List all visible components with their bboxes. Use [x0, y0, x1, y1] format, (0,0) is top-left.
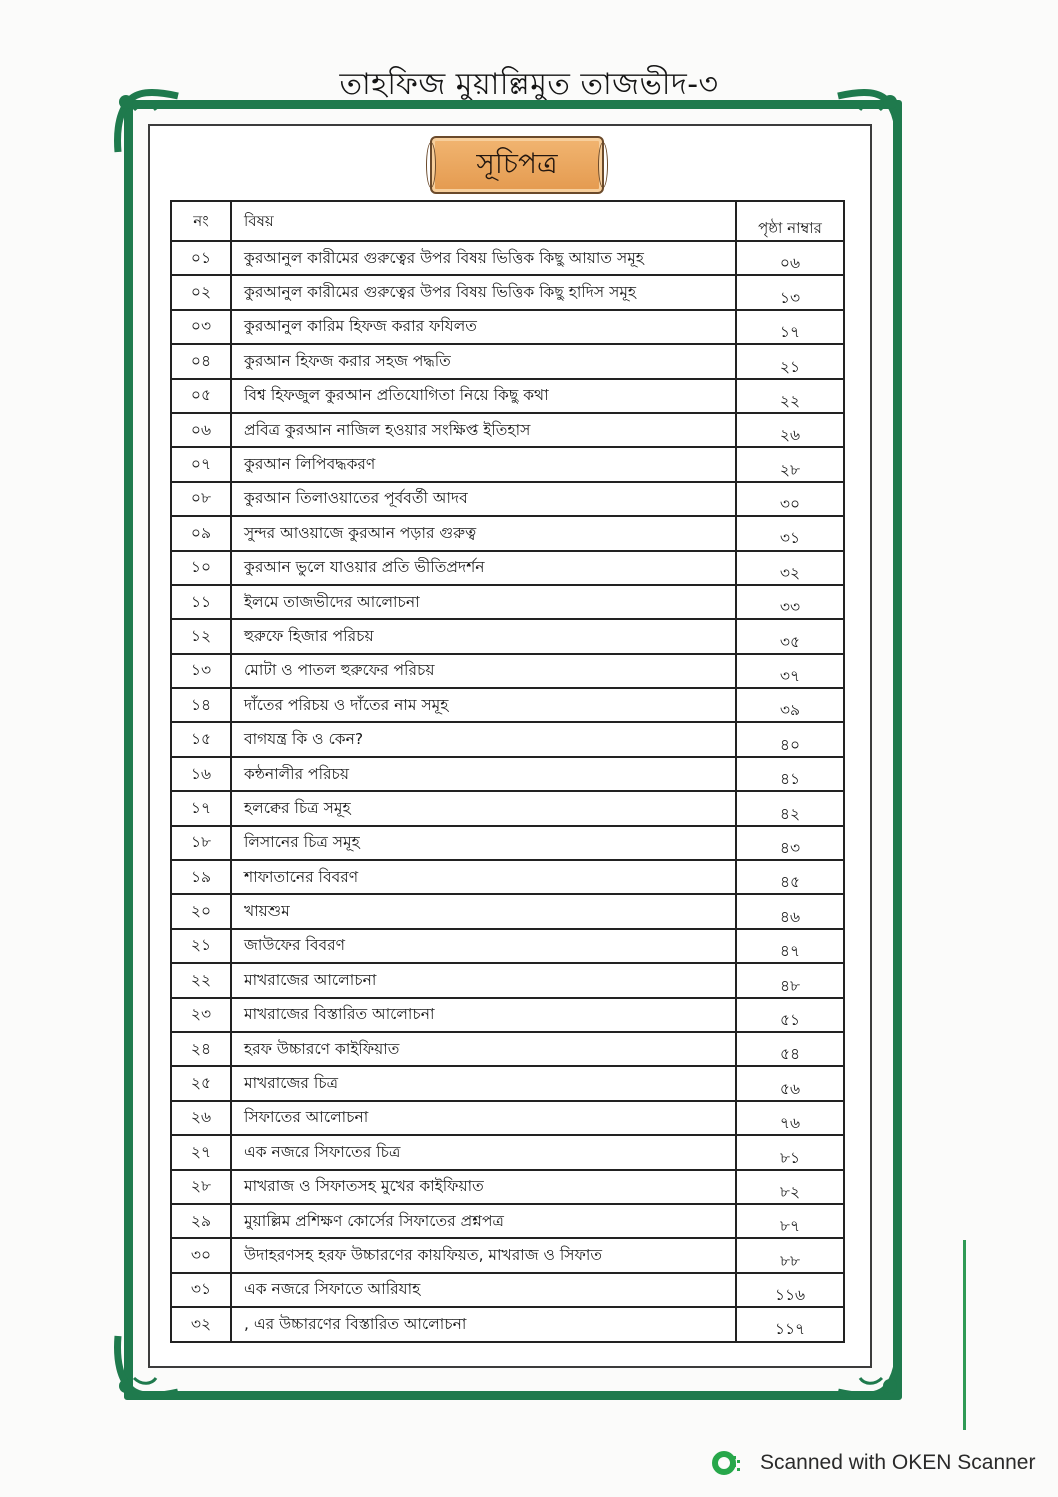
row-number: ০৩ — [171, 310, 231, 344]
row-topic: ইলমে তাজভীদের আলোচনা — [231, 585, 736, 619]
row-number: ০৪ — [171, 344, 231, 378]
table-row — [171, 1204, 844, 1238]
table-row — [171, 929, 844, 963]
row-topic: কুরআনুল কারীমের গুরুত্বের উপর বিষয় ভিত্তিক কিছু হাদিস সমূহ — [231, 275, 736, 309]
row-number: ০৯ — [171, 516, 231, 550]
row-page-number: ৪৮ — [736, 963, 844, 997]
row-number: ০১ — [171, 241, 231, 275]
table-row — [171, 894, 844, 928]
table-row — [171, 791, 844, 825]
row-number: ০৮ — [171, 482, 231, 516]
row-page-number: ৪১ — [736, 757, 844, 791]
table-row — [171, 447, 844, 481]
row-topic: কুরআন ভুলে যাওয়ার প্রতি ভীতিপ্রদর্শন — [231, 551, 736, 585]
row-topic: বাগযন্ত্র কি ও কেন? — [231, 722, 736, 756]
row-page-number: ৫৬ — [736, 1066, 844, 1100]
row-page-number: ৪০ — [736, 722, 844, 756]
row-page-number: ০৬ — [736, 241, 844, 275]
row-page-number: ৩৫ — [736, 619, 844, 653]
row-number: ১৭ — [171, 791, 231, 825]
row-topic: মাখরাজ ও সিফাতসহ মুখের কাইফিয়াত — [231, 1170, 736, 1204]
row-page-number: ৩৭ — [736, 654, 844, 688]
table-row — [171, 482, 844, 516]
row-topic: উদাহরণসহ হরফ উচ্চারণের কায়ফিয়ত, মাখরাজ ও সিফাত — [231, 1238, 736, 1272]
row-page-number: ২১ — [736, 344, 844, 378]
table-row — [171, 585, 844, 619]
table-row — [171, 551, 844, 585]
row-number: ২৭ — [171, 1135, 231, 1169]
row-number: ১৫ — [171, 722, 231, 756]
row-topic: মাখরাজের আলোচনা — [231, 963, 736, 997]
row-page-number: ১১৬ — [736, 1273, 844, 1307]
row-page-number: ৫৪ — [736, 1032, 844, 1066]
oken-scanner-logo-icon — [712, 1448, 742, 1478]
row-number: ১৯ — [171, 860, 231, 894]
row-number: ১৩ — [171, 654, 231, 688]
row-topic: এক নজরে সিফাতের চিত্র — [231, 1135, 736, 1169]
row-number: ১৬ — [171, 757, 231, 791]
row-page-number: ৩৯ — [736, 688, 844, 722]
row-page-number: ২২ — [736, 379, 844, 413]
table-row — [171, 241, 844, 275]
row-number: ৩২ — [171, 1307, 231, 1341]
column-header-topic: বিষয় — [231, 201, 736, 241]
table-row — [171, 379, 844, 413]
row-page-number: ১১৭ — [736, 1307, 844, 1341]
row-number: ২৪ — [171, 1032, 231, 1066]
row-topic: কুরআনুল কারিম হিফজ করার ফযিলত — [231, 310, 736, 344]
row-topic: জাউফের বিবরণ — [231, 929, 736, 963]
row-page-number: ৭৬ — [736, 1101, 844, 1135]
table-row — [171, 826, 844, 860]
row-topic: , এর উচ্চারণের বিস্তারিত আলোচনা — [231, 1307, 736, 1341]
table-row — [171, 619, 844, 653]
row-topic: হুরুফে হিজার পরিচয় — [231, 619, 736, 653]
column-header-page: পৃষ্ঠা নাম্বার — [736, 201, 844, 241]
table-row — [171, 1101, 844, 1135]
scan-edge-line — [963, 1240, 966, 1430]
row-page-number: ১৩ — [736, 275, 844, 309]
row-page-number: ৪২ — [736, 791, 844, 825]
table-row — [171, 1170, 844, 1204]
row-topic: সিফাতের আলোচনা — [231, 1101, 736, 1135]
row-number: ১৪ — [171, 688, 231, 722]
table-row — [171, 722, 844, 756]
row-number: ১০ — [171, 551, 231, 585]
table-of-contents-heading: সূচিপত্র — [430, 136, 604, 194]
book-title: তাহফিজ মুয়াল্লিমুত তাজভীদ-৩ — [339, 67, 719, 102]
table-row — [171, 310, 844, 344]
table-header-row — [171, 201, 844, 241]
row-number: ২১ — [171, 929, 231, 963]
table-row — [171, 963, 844, 997]
row-page-number: ৪৬ — [736, 894, 844, 928]
row-topic: কুরআনুল কারীমের গুরুত্বের উপর বিষয় ভিত্তিক কিছু আয়াত সমূহ — [231, 241, 736, 275]
table-row — [171, 1238, 844, 1272]
row-page-number: ২৮ — [736, 447, 844, 481]
row-page-number: ৪৫ — [736, 860, 844, 894]
watermark-text: Scanned with OKEN Scanner — [760, 1451, 1036, 1474]
table-row — [171, 860, 844, 894]
row-topic: কুরআন লিপিবদ্ধকরণ — [231, 447, 736, 481]
table-row — [171, 688, 844, 722]
row-number: ২৩ — [171, 998, 231, 1032]
column-header-number: নং — [171, 201, 231, 241]
table-row — [171, 998, 844, 1032]
table-of-contents — [170, 200, 845, 1343]
row-topic: সুন্দর আওয়াজে কুরআন পড়ার গুরুত্ব — [231, 516, 736, 550]
row-page-number: ৪৭ — [736, 929, 844, 963]
table-row — [171, 654, 844, 688]
row-page-number: ৪৩ — [736, 826, 844, 860]
row-topic: হরফ উচ্চারণে কাইফিয়াত — [231, 1032, 736, 1066]
row-number: ২৯ — [171, 1204, 231, 1238]
table-row — [171, 516, 844, 550]
row-page-number: ৮২ — [736, 1170, 844, 1204]
row-topic: লিসানের চিত্র সমূহ — [231, 826, 736, 860]
table-row — [171, 1135, 844, 1169]
row-number: ০২ — [171, 275, 231, 309]
table-row — [171, 1307, 844, 1341]
row-topic: বিশ্ব হিফজুল কুরআন প্রতিযোগিতা নিয়ে কিছু কথা — [231, 379, 736, 413]
row-page-number: ৩০ — [736, 482, 844, 516]
table-body — [171, 241, 844, 1342]
row-topic: খায়শুম — [231, 894, 736, 928]
row-topic: কন্ঠনালীর পরিচয় — [231, 757, 736, 791]
table-row — [171, 275, 844, 309]
row-number: ২৮ — [171, 1170, 231, 1204]
row-topic: হলক্বের চিত্র সমূহ — [231, 791, 736, 825]
table-row — [171, 757, 844, 791]
row-number: ১২ — [171, 619, 231, 653]
table-row — [171, 413, 844, 447]
row-topic: মাখরাজের বিস্তারিত আলোচনা — [231, 998, 736, 1032]
table-row — [171, 344, 844, 378]
row-page-number: ২৬ — [736, 413, 844, 447]
row-page-number: ১৭ — [736, 310, 844, 344]
table-row — [171, 1032, 844, 1066]
row-number: ০৫ — [171, 379, 231, 413]
row-number: ০৭ — [171, 447, 231, 481]
row-topic: মুয়াল্লিম প্রশিক্ষণ কোর্সের সিফাতের প্রশ্নপত্র — [231, 1204, 736, 1238]
row-page-number: ৩১ — [736, 516, 844, 550]
row-topic: শাফাতানের বিবরণ — [231, 860, 736, 894]
table-row — [171, 1273, 844, 1307]
row-topic: দাঁতের পরিচয় ও দাঁতের নাম সমূহ — [231, 688, 736, 722]
row-number: ২০ — [171, 894, 231, 928]
row-topic: মোটা ও পাতল হুরুফের পরিচয় — [231, 654, 736, 688]
row-number: ১১ — [171, 585, 231, 619]
scanner-watermark — [712, 1448, 1035, 1478]
row-number: ২৫ — [171, 1066, 231, 1100]
row-page-number: ৮৭ — [736, 1204, 844, 1238]
row-topic: এক নজরে সিফাতে আরিযাহ — [231, 1273, 736, 1307]
row-topic: কুরআন হিফজ করার সহজ পদ্ধতি — [231, 344, 736, 378]
row-page-number: ৩৩ — [736, 585, 844, 619]
row-page-number: ৮১ — [736, 1135, 844, 1169]
row-topic: কুরআন তিলাওয়াতের পূর্ববর্তী আদব — [231, 482, 736, 516]
row-number: ৩১ — [171, 1273, 231, 1307]
row-page-number: ৫১ — [736, 998, 844, 1032]
row-number: ২৬ — [171, 1101, 231, 1135]
row-page-number: ৩২ — [736, 551, 844, 585]
row-number: ২২ — [171, 963, 231, 997]
row-topic: মাখরাজের চিত্র — [231, 1066, 736, 1100]
row-number: ০৬ — [171, 413, 231, 447]
row-number: ৩০ — [171, 1238, 231, 1272]
table-row — [171, 1066, 844, 1100]
row-number: ১৮ — [171, 826, 231, 860]
row-page-number: ৮৮ — [736, 1238, 844, 1272]
row-topic: প্রবিত্র কুরআন নাজিল হওয়ার সংক্ষিপ্ত ইতিহাস — [231, 413, 736, 447]
